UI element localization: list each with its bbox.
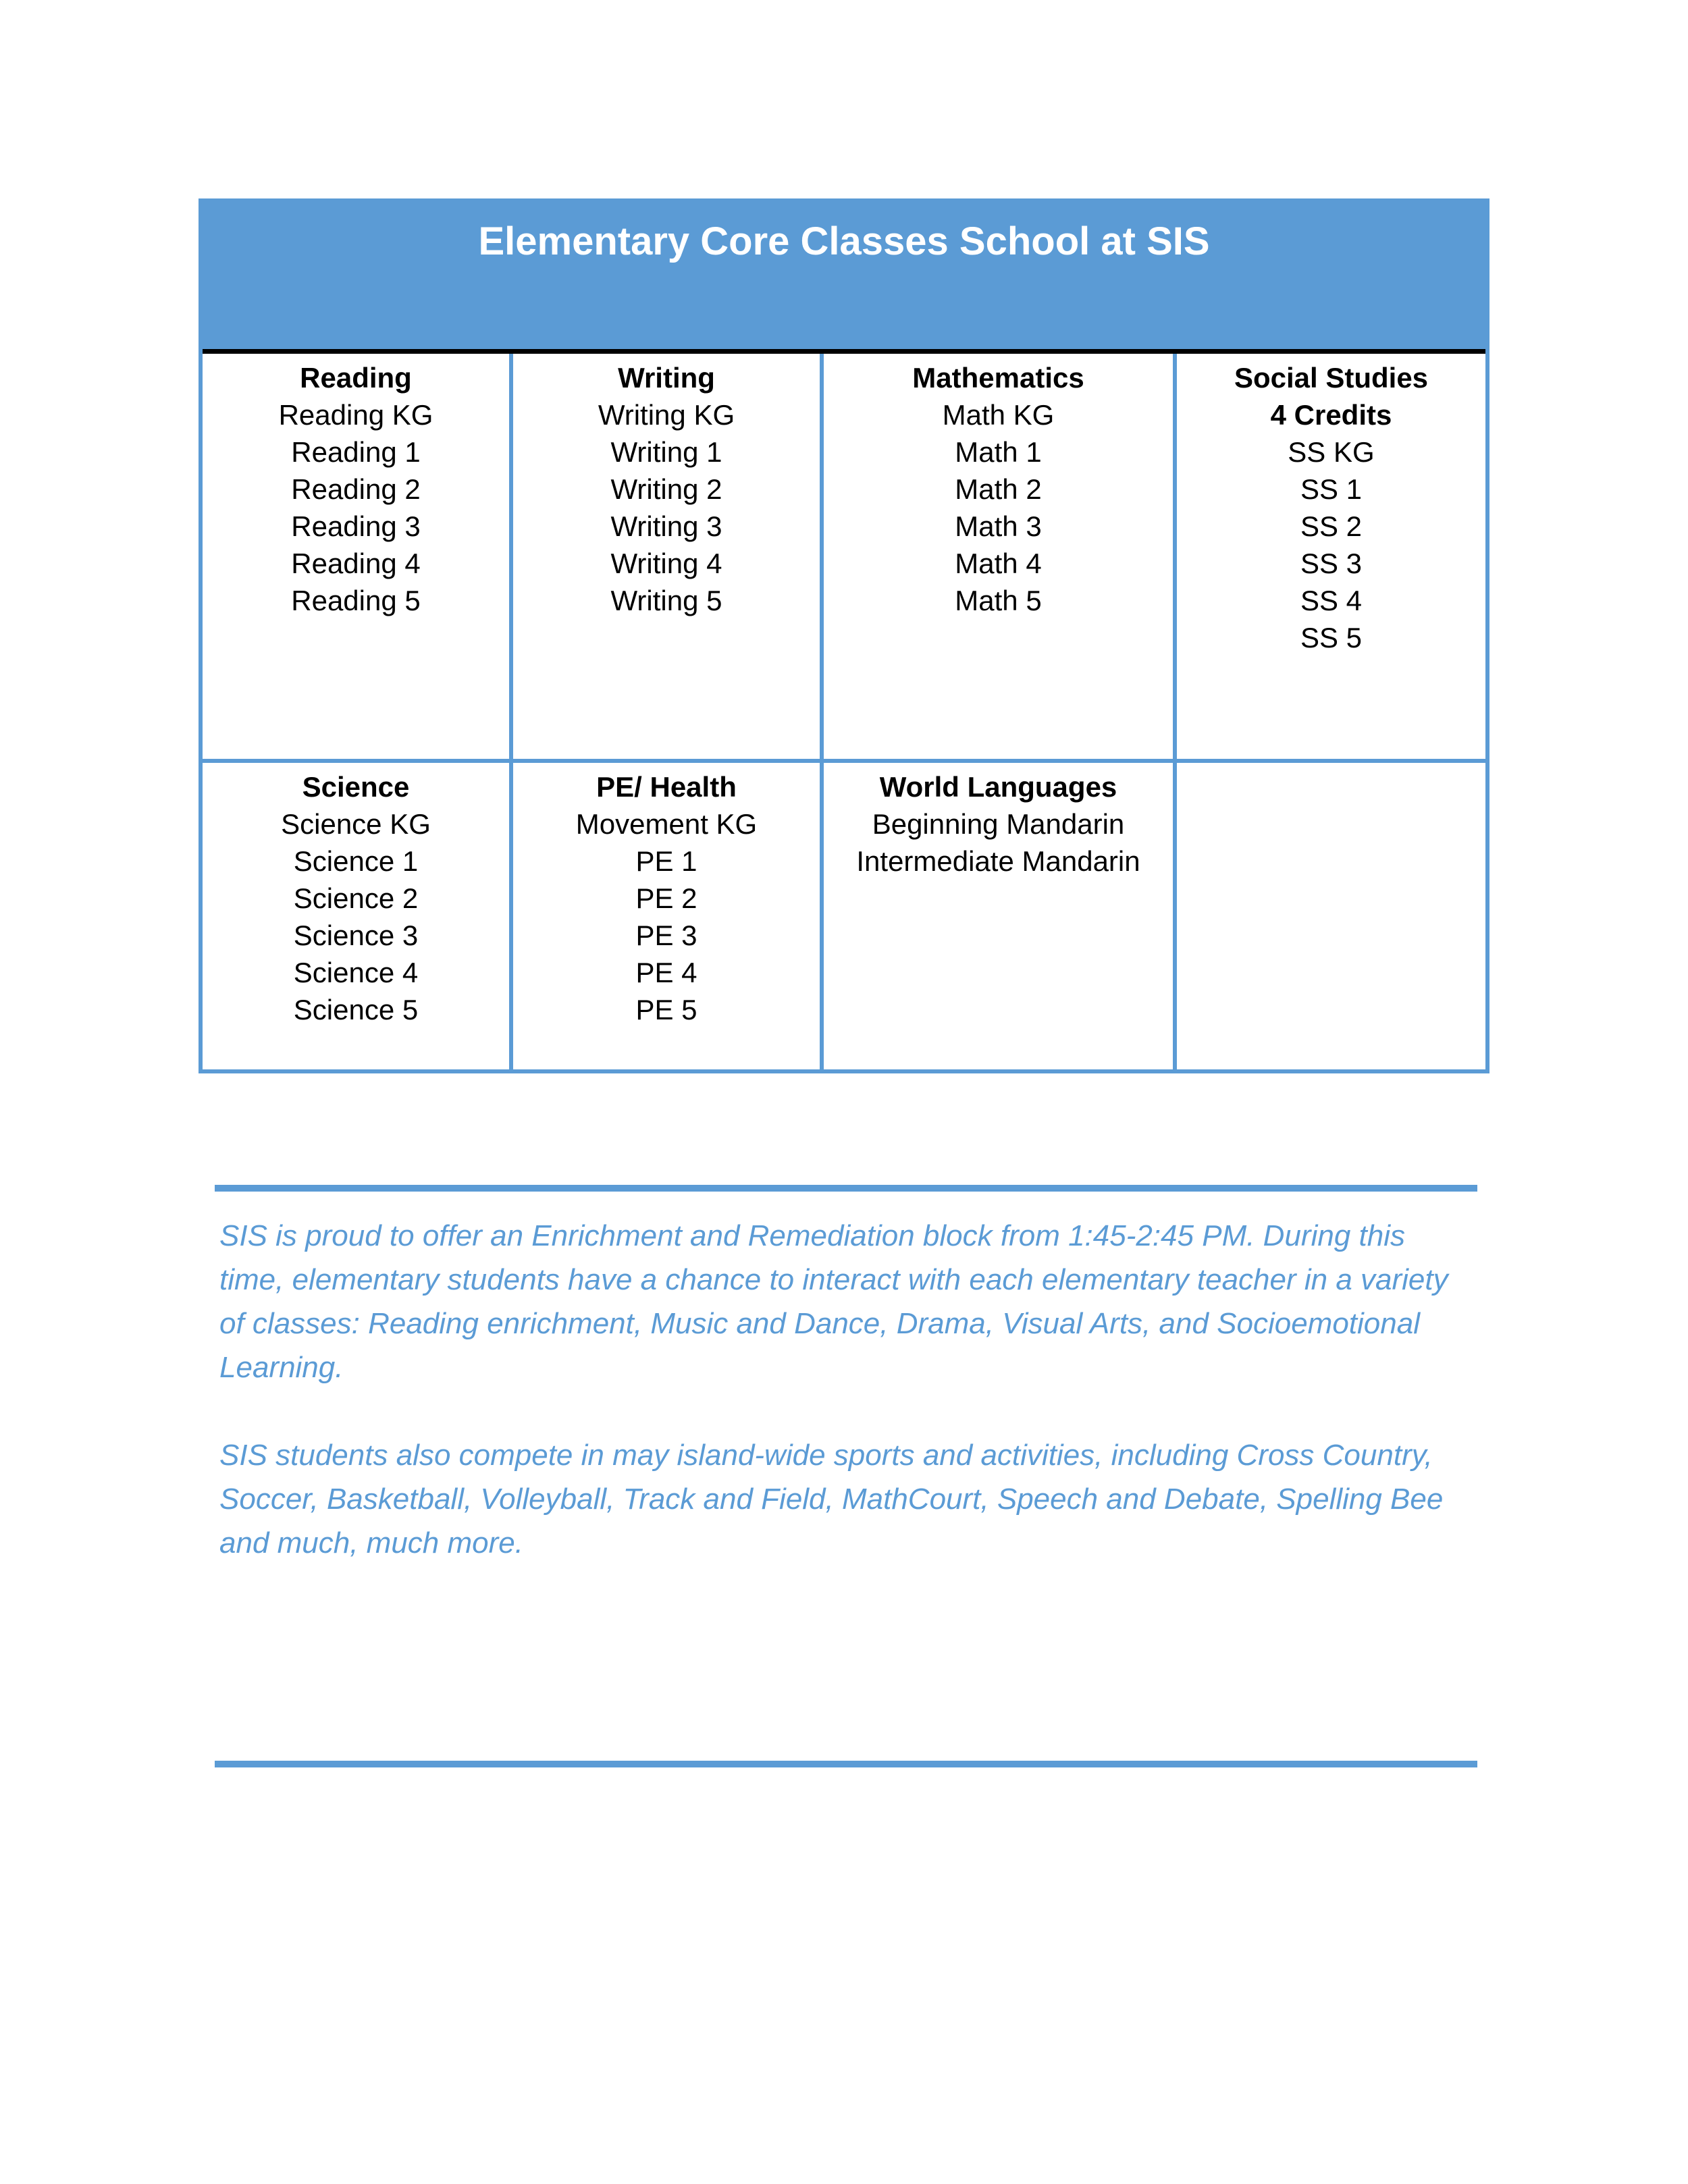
class-item: Math 4 [955,548,1042,579]
class-item: Writing 5 [610,585,722,616]
table-row-1 [203,354,1485,763]
class-item: Intermediate Mandarin [856,845,1140,877]
note-activities: SIS students also compete in may island-wide sports and activities, including Cross Country, Soccer, Basketball, Volleyball, Track and Field, MathCourt, Speech and Debate, Spelling Bee and much, much more. [219,1439,1444,1560]
class-item: Writing 1 [610,436,722,468]
column-heading: Science [302,771,410,803]
cell-reading [203,354,513,759]
column-heading: World Languages [879,771,1117,803]
column-heading: PE/ Health [596,771,737,803]
class-item: Writing 4 [610,548,722,579]
class-item: Science KG [281,808,431,840]
cell-writing [513,354,824,759]
column-heading: Social Studies [1234,362,1429,394]
class-item: SS KG [1288,436,1375,468]
class-item: PE 5 [635,994,697,1026]
class-item: Math 1 [955,436,1042,468]
cell-world-languages [824,763,1177,1069]
divider-bottom [215,1761,1477,1767]
table-row-2 [203,763,1485,1069]
class-item: Reading 2 [291,473,421,505]
core-classes-table [199,198,1489,1073]
class-item: SS 2 [1300,510,1363,542]
class-item: PE 4 [635,957,697,988]
cell-empty [1177,763,1485,1069]
class-item: Reading 5 [291,585,421,616]
class-item: Science 5 [293,994,419,1026]
class-item: Writing KG [598,399,735,431]
class-item: Math 2 [955,473,1042,505]
class-item: Math 3 [955,510,1042,542]
cell-pe-health [513,763,824,1069]
class-item: Movement KG [575,808,758,840]
class-item: Science 1 [293,845,419,877]
column-heading: Reading [300,362,412,394]
class-item: Writing 3 [610,510,722,542]
cell-mathematics [824,354,1177,759]
notes-section [219,1214,1475,1609]
class-item: PE 2 [635,882,697,914]
class-item: SS 5 [1300,622,1363,654]
divider-top [215,1185,1477,1192]
cell-social-studies [1177,354,1485,759]
column-heading: Mathematics [912,362,1084,394]
class-item: Reading 4 [291,548,421,579]
class-item: Science 3 [293,920,419,951]
class-item: Science 2 [293,882,419,914]
column-heading: Writing [618,362,715,394]
class-item: Writing 2 [610,473,722,505]
class-item: Math 5 [955,585,1042,616]
table-title: Elementary Core Classes School at SIS [478,219,1210,263]
class-item: SS 4 [1300,585,1363,616]
column-subheading: 4 Credits [1270,399,1392,431]
class-item: PE 3 [635,920,697,951]
cell-science [203,763,513,1069]
class-item: Reading 1 [291,436,421,468]
class-item: SS 1 [1300,473,1363,505]
table-header [203,203,1485,354]
class-item: Reading KG [278,399,433,431]
class-item: Math KG [942,399,1055,431]
class-item: SS 3 [1300,548,1363,579]
class-item: Reading 3 [291,510,421,542]
class-item: PE 1 [635,845,697,877]
class-item: Beginning Mandarin [872,808,1125,840]
note-enrichment: SIS is proud to offer an Enrichment and Remediation block from 1:45-2:45 PM. During this time, elementary students have a chance to interact with each elementary teacher in a variety of classes: Reading enrichment, Music and Dance, Drama, Visual Arts, and Socioemotional Learning. [219,1219,1448,1384]
class-item: Science 4 [293,957,419,988]
